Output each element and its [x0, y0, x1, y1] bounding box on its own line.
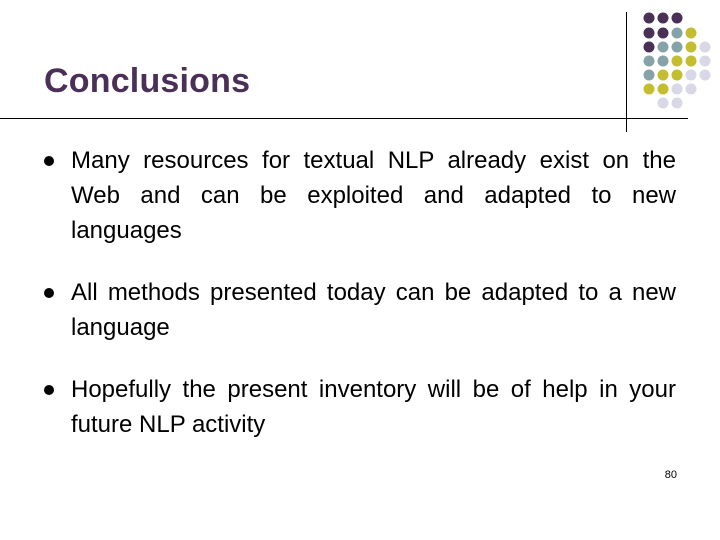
dot-lavender-3	[686, 70, 697, 81]
dot-lavender-1	[700, 42, 711, 53]
decorative-dot-grid-icon	[636, 8, 720, 120]
dot-lavender-2	[700, 56, 711, 67]
bullet-text: Many resources for textual NLP already exist on the Web and can be exploited and adapted to new languages	[71, 147, 676, 244]
dot-lavender-4	[700, 70, 711, 81]
dot-olive-5	[658, 70, 669, 81]
dot-olive-2	[686, 42, 697, 53]
dot-lavender-5	[672, 84, 683, 95]
bullet-item	[44, 372, 676, 442]
dot-purple-4	[644, 28, 655, 39]
bullet-text: Hopefully the present inventory will be of help in your future NLP activity	[71, 376, 676, 438]
dot-purple-5	[658, 28, 669, 39]
dot-olive-6	[672, 70, 683, 81]
dot-lavender-8	[672, 98, 683, 109]
dot-purple-3	[672, 13, 683, 24]
bullet-text: All methods presented today can be adapted to a new language	[71, 279, 676, 341]
dot-olive-1	[686, 28, 697, 39]
bullet-icon	[44, 288, 54, 298]
page-number: 80	[664, 469, 677, 481]
dot-teal-2	[658, 42, 669, 53]
bullet-item	[44, 143, 676, 248]
dot-olive-8	[658, 84, 669, 95]
dot-olive-3	[672, 56, 683, 67]
bullet-icon	[44, 385, 54, 395]
dot-purple-6	[644, 42, 655, 53]
dot-teal-5	[658, 56, 669, 67]
dot-teal-6	[644, 70, 655, 81]
bullet-icon	[44, 156, 54, 166]
dot-teal-1	[672, 28, 683, 39]
dot-lavender-7	[658, 98, 669, 109]
title-divider	[0, 118, 688, 119]
bullet-list	[44, 143, 676, 469]
dot-lavender-6	[686, 84, 697, 95]
vertical-divider	[626, 12, 627, 132]
dot-purple-2	[658, 13, 669, 24]
dot-purple-1	[644, 13, 655, 24]
dot-olive-7	[644, 84, 655, 95]
page-title: Conclusions	[44, 62, 251, 100]
dot-olive-4	[686, 56, 697, 67]
bullet-item	[44, 275, 676, 345]
dot-teal-3	[672, 42, 683, 53]
dot-teal-4	[644, 56, 655, 67]
